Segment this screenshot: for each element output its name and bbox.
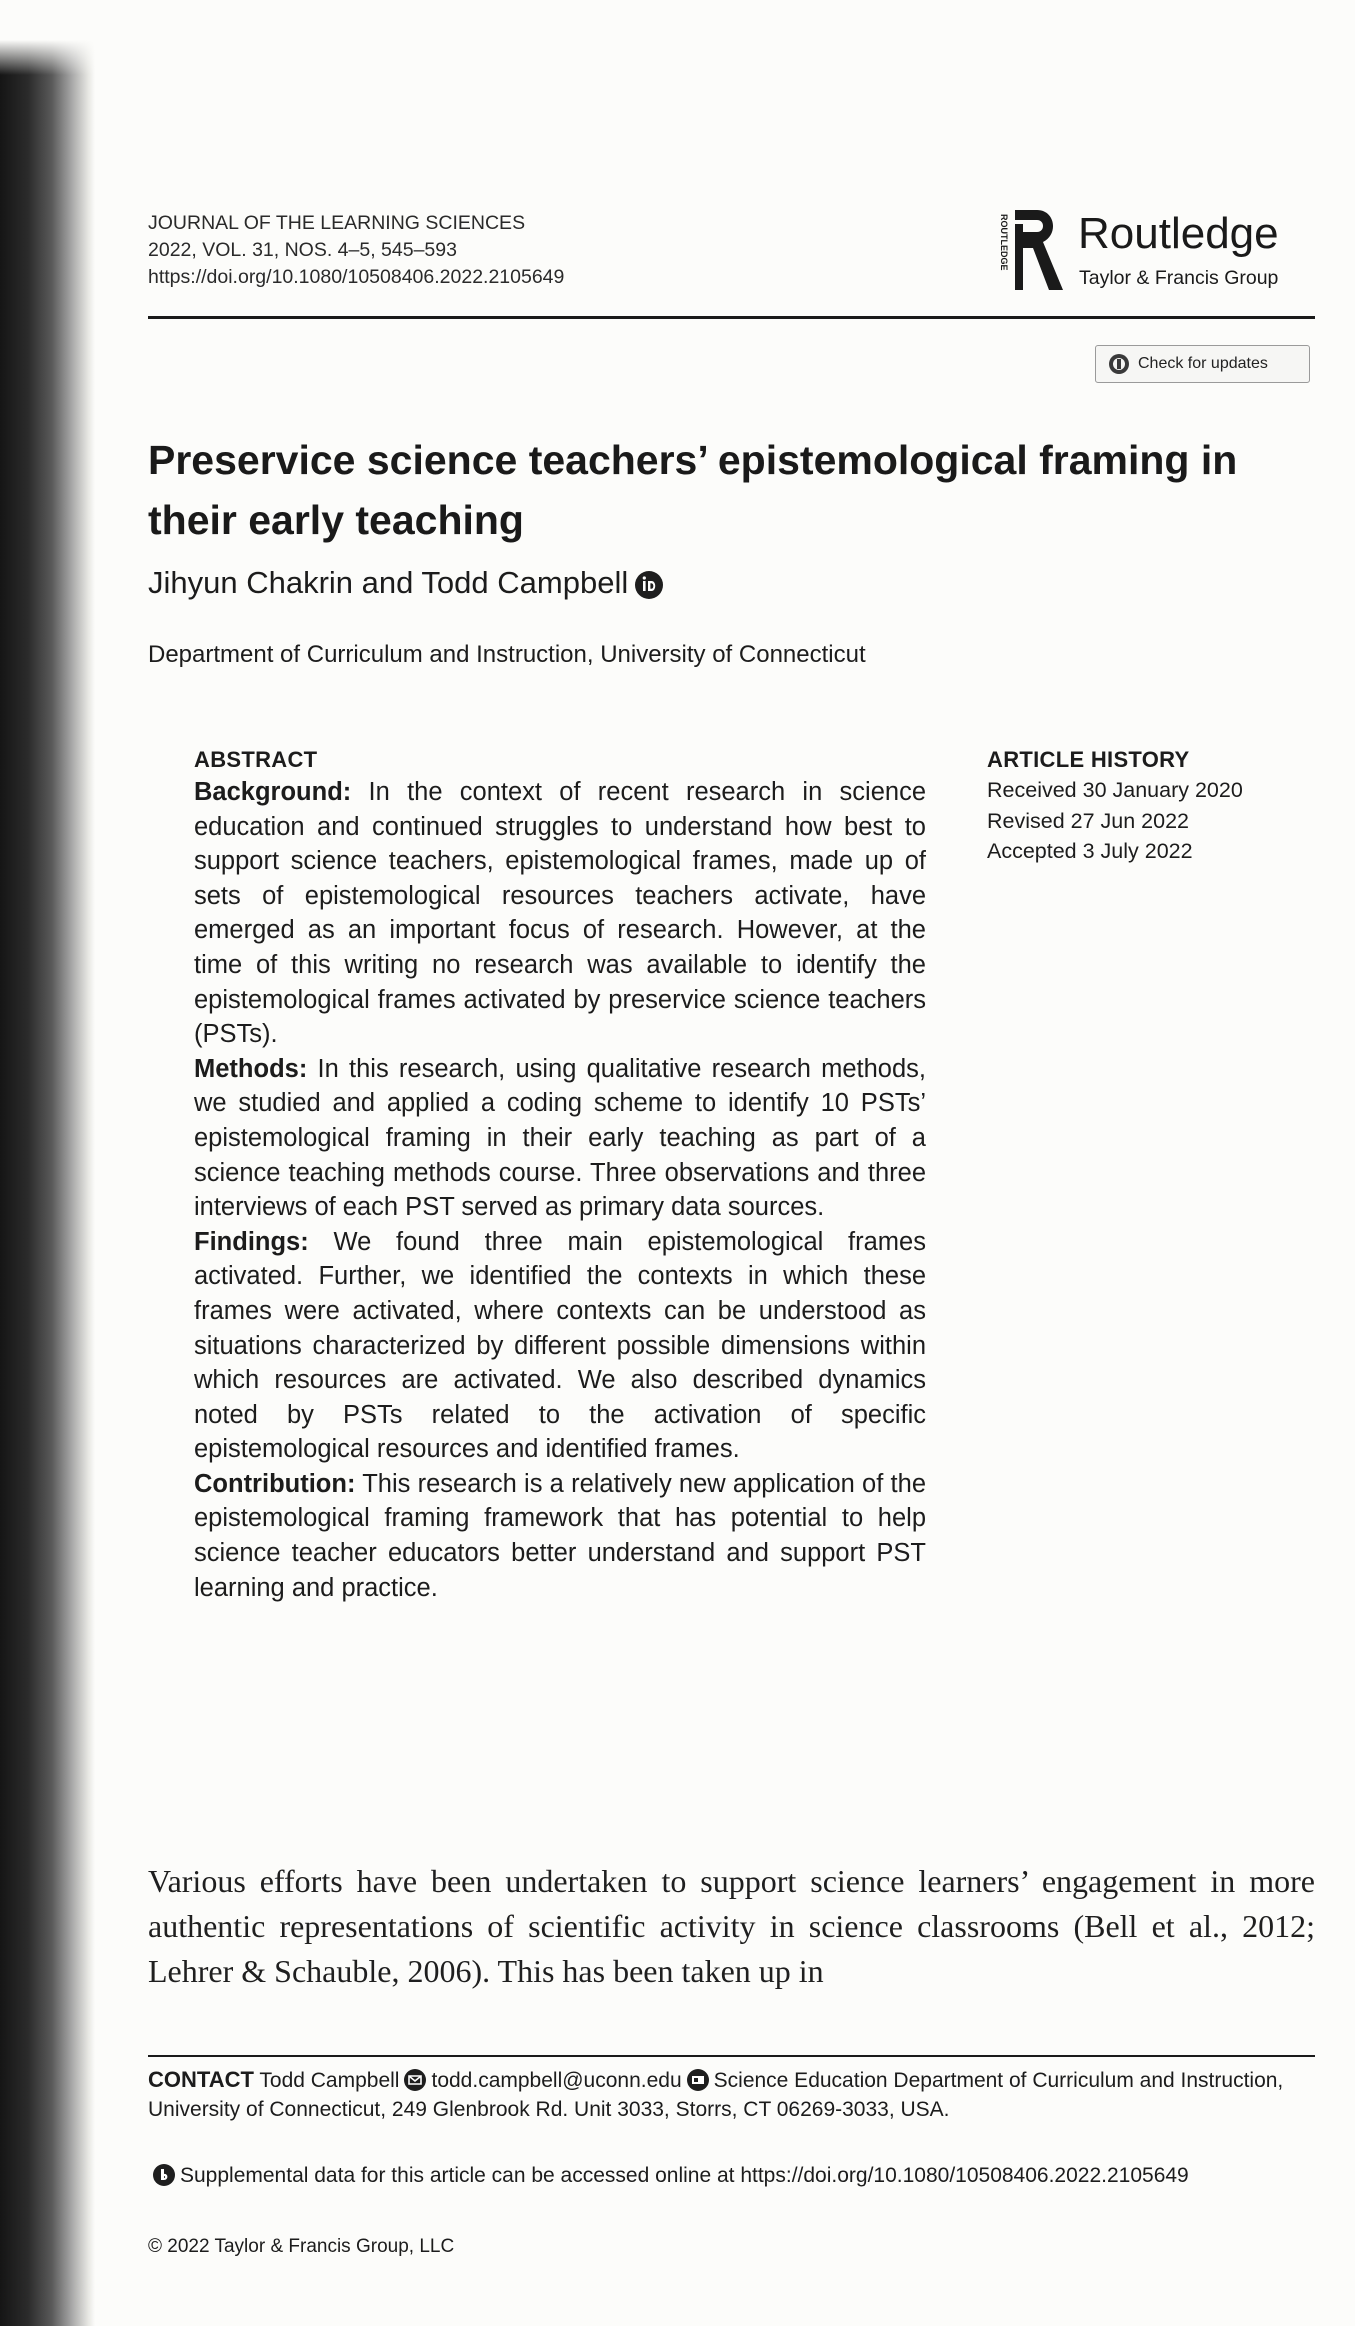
header-divider xyxy=(148,316,1315,319)
email-icon xyxy=(403,2068,427,2092)
abstract-section-label: Contribution: xyxy=(194,1469,356,1498)
accepted-date: Accepted 3 July 2022 xyxy=(987,839,1193,863)
abstract-section-label: Methods: xyxy=(194,1054,308,1083)
check-updates-label: Check for updates xyxy=(1138,355,1268,372)
journal-doi[interactable]: https://doi.org/10.1080/10508406.2022.2105649 xyxy=(148,266,565,288)
supplemental-note xyxy=(148,2161,1315,2190)
footer-divider xyxy=(148,2055,1315,2057)
revised-date: Revised 27 Jun 2022 xyxy=(987,808,1190,833)
check-for-updates-button[interactable] xyxy=(1095,345,1310,383)
binding-top-fade xyxy=(0,0,95,75)
journal-name: JOURNAL OF THE LEARNING SCIENCES xyxy=(148,212,526,234)
author-affiliation: Department of Curriculum and Instruction, University of Connecticut xyxy=(148,641,866,668)
contact-name: Todd Campbell xyxy=(259,2069,400,2092)
supplemental-text: Supplemental data for this article can be accessed online at https://doi.org/10.1080/10508406.2022.2105649 xyxy=(180,2164,1189,2187)
abstract-background xyxy=(194,775,926,1052)
author-line xyxy=(148,563,664,603)
publisher-logo xyxy=(993,204,1313,304)
contact-footnote xyxy=(148,2065,1315,2124)
abstract-methods xyxy=(194,1052,926,1225)
body-paragraph: Various efforts have been undertaken to support science learners’ engagement in more authentic representations of scientific activity in science classrooms (Bell et al., 2012; Lehrer & Schauble, 2006). This has been taken up in xyxy=(148,1863,1315,1989)
svg-text:ROUTLEDGE: ROUTLEDGE xyxy=(999,214,1009,271)
abstract-block xyxy=(194,745,926,1605)
publisher-name: Routledge xyxy=(1078,209,1279,258)
supplemental-icon xyxy=(152,2163,176,2187)
crossmark-icon xyxy=(1108,353,1130,375)
authors-text: Jihyun Chakrin and Todd Campbell xyxy=(148,565,629,600)
abstract-findings xyxy=(194,1225,926,1467)
received-date: Received 30 January 2020 xyxy=(987,778,1243,802)
publisher-group: Taylor & Francis Group xyxy=(1079,267,1279,289)
address-icon xyxy=(686,2068,710,2092)
copyright-line: © 2022 Taylor & Francis Group, LLC xyxy=(148,2236,455,2257)
contact-address: Science Education Department of Curriculum and Instruction, University of Connecticut, 249 Glenbrook Rd. Unit 3033, Storrs, CT 06269-3033, USA. xyxy=(148,2069,1284,2121)
article-history-heading: ARTICLE HISTORY xyxy=(987,747,1190,772)
article-history xyxy=(987,745,1317,867)
page-binding-shadow xyxy=(0,0,95,2326)
abstract-contribution xyxy=(194,1467,926,1605)
article-title: Preservice science teachers’ epistemological framing in their early teaching xyxy=(148,437,1238,543)
abstract-heading: ABSTRACT xyxy=(194,747,318,772)
routledge-logo-icon xyxy=(993,204,1073,296)
abstract-section-text: We found three main epistemological frames activated. Further, we identified the contexts in which these frames were activated, where contexts can be understood as situations characterized by different possible dimensions within which resources are activated. We also described dynamics noted by PSTs related to the activation of specific epistemological resources and identified frames. xyxy=(194,1227,926,1464)
abstract-section-text: This research is a relatively new application of the epistemological framing framework that has potential to help science teacher educators better understand and support PST learning and practice. xyxy=(194,1469,926,1602)
orcid-icon[interactable] xyxy=(634,570,664,600)
journal-info xyxy=(148,210,564,291)
contact-label: CONTACT xyxy=(148,2067,254,2092)
contact-email[interactable]: todd.campbell@uconn.edu xyxy=(431,2069,682,2092)
abstract-section-text: In the context of recent research in science education and continued struggles to understand how best to support science teachers, epistemological frames, made up of sets of epistemological resources teachers activate, have emerged as an important focus of research. However, at the time of this writing no research was available to identify the epistemological frames activated by preservice science teachers (PSTs). xyxy=(194,778,926,1049)
abstract-section-label: Background: xyxy=(194,778,352,806)
journal-volume: 2022, VOL. 31, NOS. 4–5, 545–593 xyxy=(148,239,457,261)
abstract-section-text: In this research, using qualitative research methods, we studied and applied a coding scheme to identify 10 PSTs’ epistemological framing in their early teaching as part of a science teaching methods course. Three observations and three interviews of each PST served as primary data sources. xyxy=(194,1054,926,1222)
abstract-section-label: Findings: xyxy=(194,1227,309,1256)
